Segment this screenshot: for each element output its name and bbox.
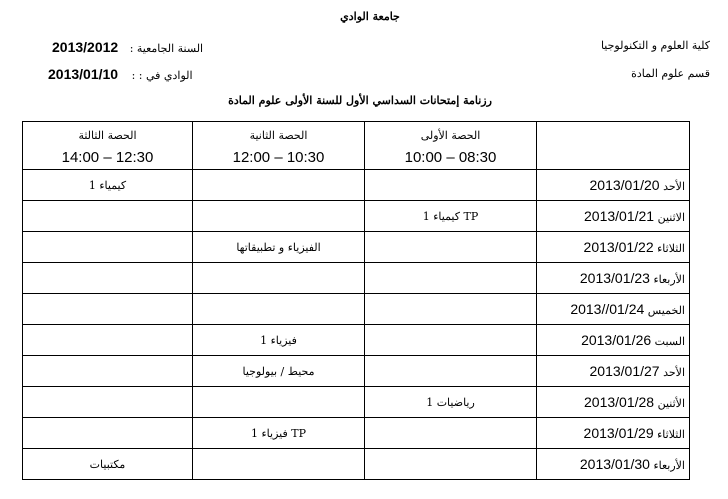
exam-date: 2013/01/28	[584, 394, 655, 410]
day-cell	[537, 387, 690, 418]
day-cell	[537, 232, 690, 263]
exam-cell-p1	[365, 356, 537, 387]
exam-date: 2013/01/22	[583, 239, 654, 255]
place-date	[48, 66, 193, 82]
period-2-header	[193, 122, 365, 170]
exam-cell-p3	[23, 356, 193, 387]
weekday-name: الاثنين	[657, 211, 685, 224]
weekday-name: الأحد	[663, 180, 685, 193]
day-cell	[537, 294, 690, 325]
exam-cell-p2	[193, 170, 365, 201]
exam-cell-p1	[365, 170, 537, 201]
table-row	[23, 294, 690, 325]
table-row	[23, 170, 690, 201]
exam-cell-p1	[365, 387, 537, 418]
weekday-name: الأحد	[663, 366, 685, 379]
period-3-header	[23, 122, 193, 170]
exam-cell-p3	[23, 418, 193, 449]
exam-date: 2013/01/23	[579, 270, 650, 286]
exam-cell-p3	[23, 232, 193, 263]
exam-date: 2013/01/29	[583, 425, 654, 441]
period-name: الحصة الثانية	[249, 129, 308, 142]
exam-date: 2013/01/27	[589, 363, 660, 379]
department-name: قسم علوم المادة	[631, 67, 710, 80]
table-row	[23, 263, 690, 294]
day-cell	[537, 170, 690, 201]
day-cell	[537, 356, 690, 387]
university-name: جامعة الوادي	[340, 10, 400, 23]
exam-cell-p1	[365, 418, 537, 449]
exam-cell-p1	[365, 294, 537, 325]
exam-subject: TP كيمياء 1	[422, 209, 479, 223]
exam-schedule-table	[22, 121, 690, 480]
weekday-name: الثلاثاء	[657, 242, 685, 255]
place-date-label: الوادي في : :	[131, 69, 193, 82]
exam-cell-p2	[193, 294, 365, 325]
exam-cell-p3	[23, 449, 193, 480]
weekday-name: الأربعاء	[653, 459, 685, 472]
weekday-name: الخميس	[647, 304, 685, 317]
document-title: رزنامة إمتحانات السداسي الأول للسنة الأولى علوم المادة	[228, 94, 492, 107]
exam-cell-p1	[365, 449, 537, 480]
exam-cell-p2	[193, 232, 365, 263]
exam-subject: TP فيزياء 1	[251, 426, 306, 440]
academic-year-label: السنة الجامعية :	[129, 42, 204, 55]
place-date-value: 2013/01/10	[48, 66, 119, 82]
day-cell	[537, 263, 690, 294]
exam-subject: رياضيات 1	[426, 395, 475, 409]
exam-subject: محيط / بيولوجيا	[242, 364, 315, 378]
table-row	[23, 418, 690, 449]
exam-cell-p3	[23, 263, 193, 294]
exam-date: 2013/01/26	[581, 332, 652, 348]
table-row	[23, 387, 690, 418]
table-row	[23, 356, 690, 387]
table-row	[23, 201, 690, 232]
period-name: الحصة الثالثة	[78, 129, 137, 142]
day-cell	[537, 449, 690, 480]
exam-cell-p1	[365, 263, 537, 294]
exam-cell-p2	[193, 325, 365, 356]
exam-cell-p2	[193, 387, 365, 418]
period-time: 12:00 – 10:30	[232, 149, 325, 166]
exam-cell-p3	[23, 294, 193, 325]
day-cell	[537, 418, 690, 449]
exam-cell-p2	[193, 263, 365, 294]
weekday-name: السبت	[654, 335, 685, 348]
academic-year	[52, 39, 203, 55]
table-row	[23, 325, 690, 356]
period-name: الحصة الأولى	[420, 129, 481, 142]
exam-cell-p1	[365, 232, 537, 263]
exam-date: 2013//01/24	[570, 301, 645, 317]
exam-subject: الفيزياء و تطبيقاتها	[236, 240, 321, 254]
exam-date: 2013/01/21	[584, 208, 655, 224]
weekday-name: الثلاثاء	[657, 428, 685, 441]
table-row	[23, 232, 690, 263]
exam-cell-p1	[365, 201, 537, 232]
exam-cell-p2	[193, 201, 365, 232]
exam-cell-p3	[23, 325, 193, 356]
academic-year-value: 2013/2012	[52, 39, 119, 55]
exam-cell-p3	[23, 387, 193, 418]
period-1-header	[365, 122, 537, 170]
day-cell	[537, 325, 690, 356]
exam-cell-p3	[23, 170, 193, 201]
weekday-name: الأربعاء	[653, 273, 685, 286]
faculty-name: كلية العلوم و التكنولوجيا	[600, 39, 710, 52]
table-header-row	[23, 122, 690, 170]
exam-date: 2013/01/20	[589, 177, 660, 193]
exam-cell-p3	[23, 201, 193, 232]
exam-cell-p2	[193, 356, 365, 387]
weekday-name: الأثنين	[657, 397, 685, 410]
period-time: 10:00 – 08:30	[404, 149, 497, 166]
exam-cell-p1	[365, 325, 537, 356]
exam-date: 2013/01/30	[579, 456, 650, 472]
exam-subject: فيزياء 1	[260, 333, 297, 347]
table-row	[23, 449, 690, 480]
exam-subject: مكتبيات	[89, 457, 126, 471]
day-cell	[537, 201, 690, 232]
exam-subject: كيمياء 1	[88, 178, 127, 192]
day-header-blank	[537, 122, 690, 170]
exam-cell-p2	[193, 449, 365, 480]
period-time: 14:00 – 12:30	[61, 149, 154, 166]
exam-cell-p2	[193, 418, 365, 449]
